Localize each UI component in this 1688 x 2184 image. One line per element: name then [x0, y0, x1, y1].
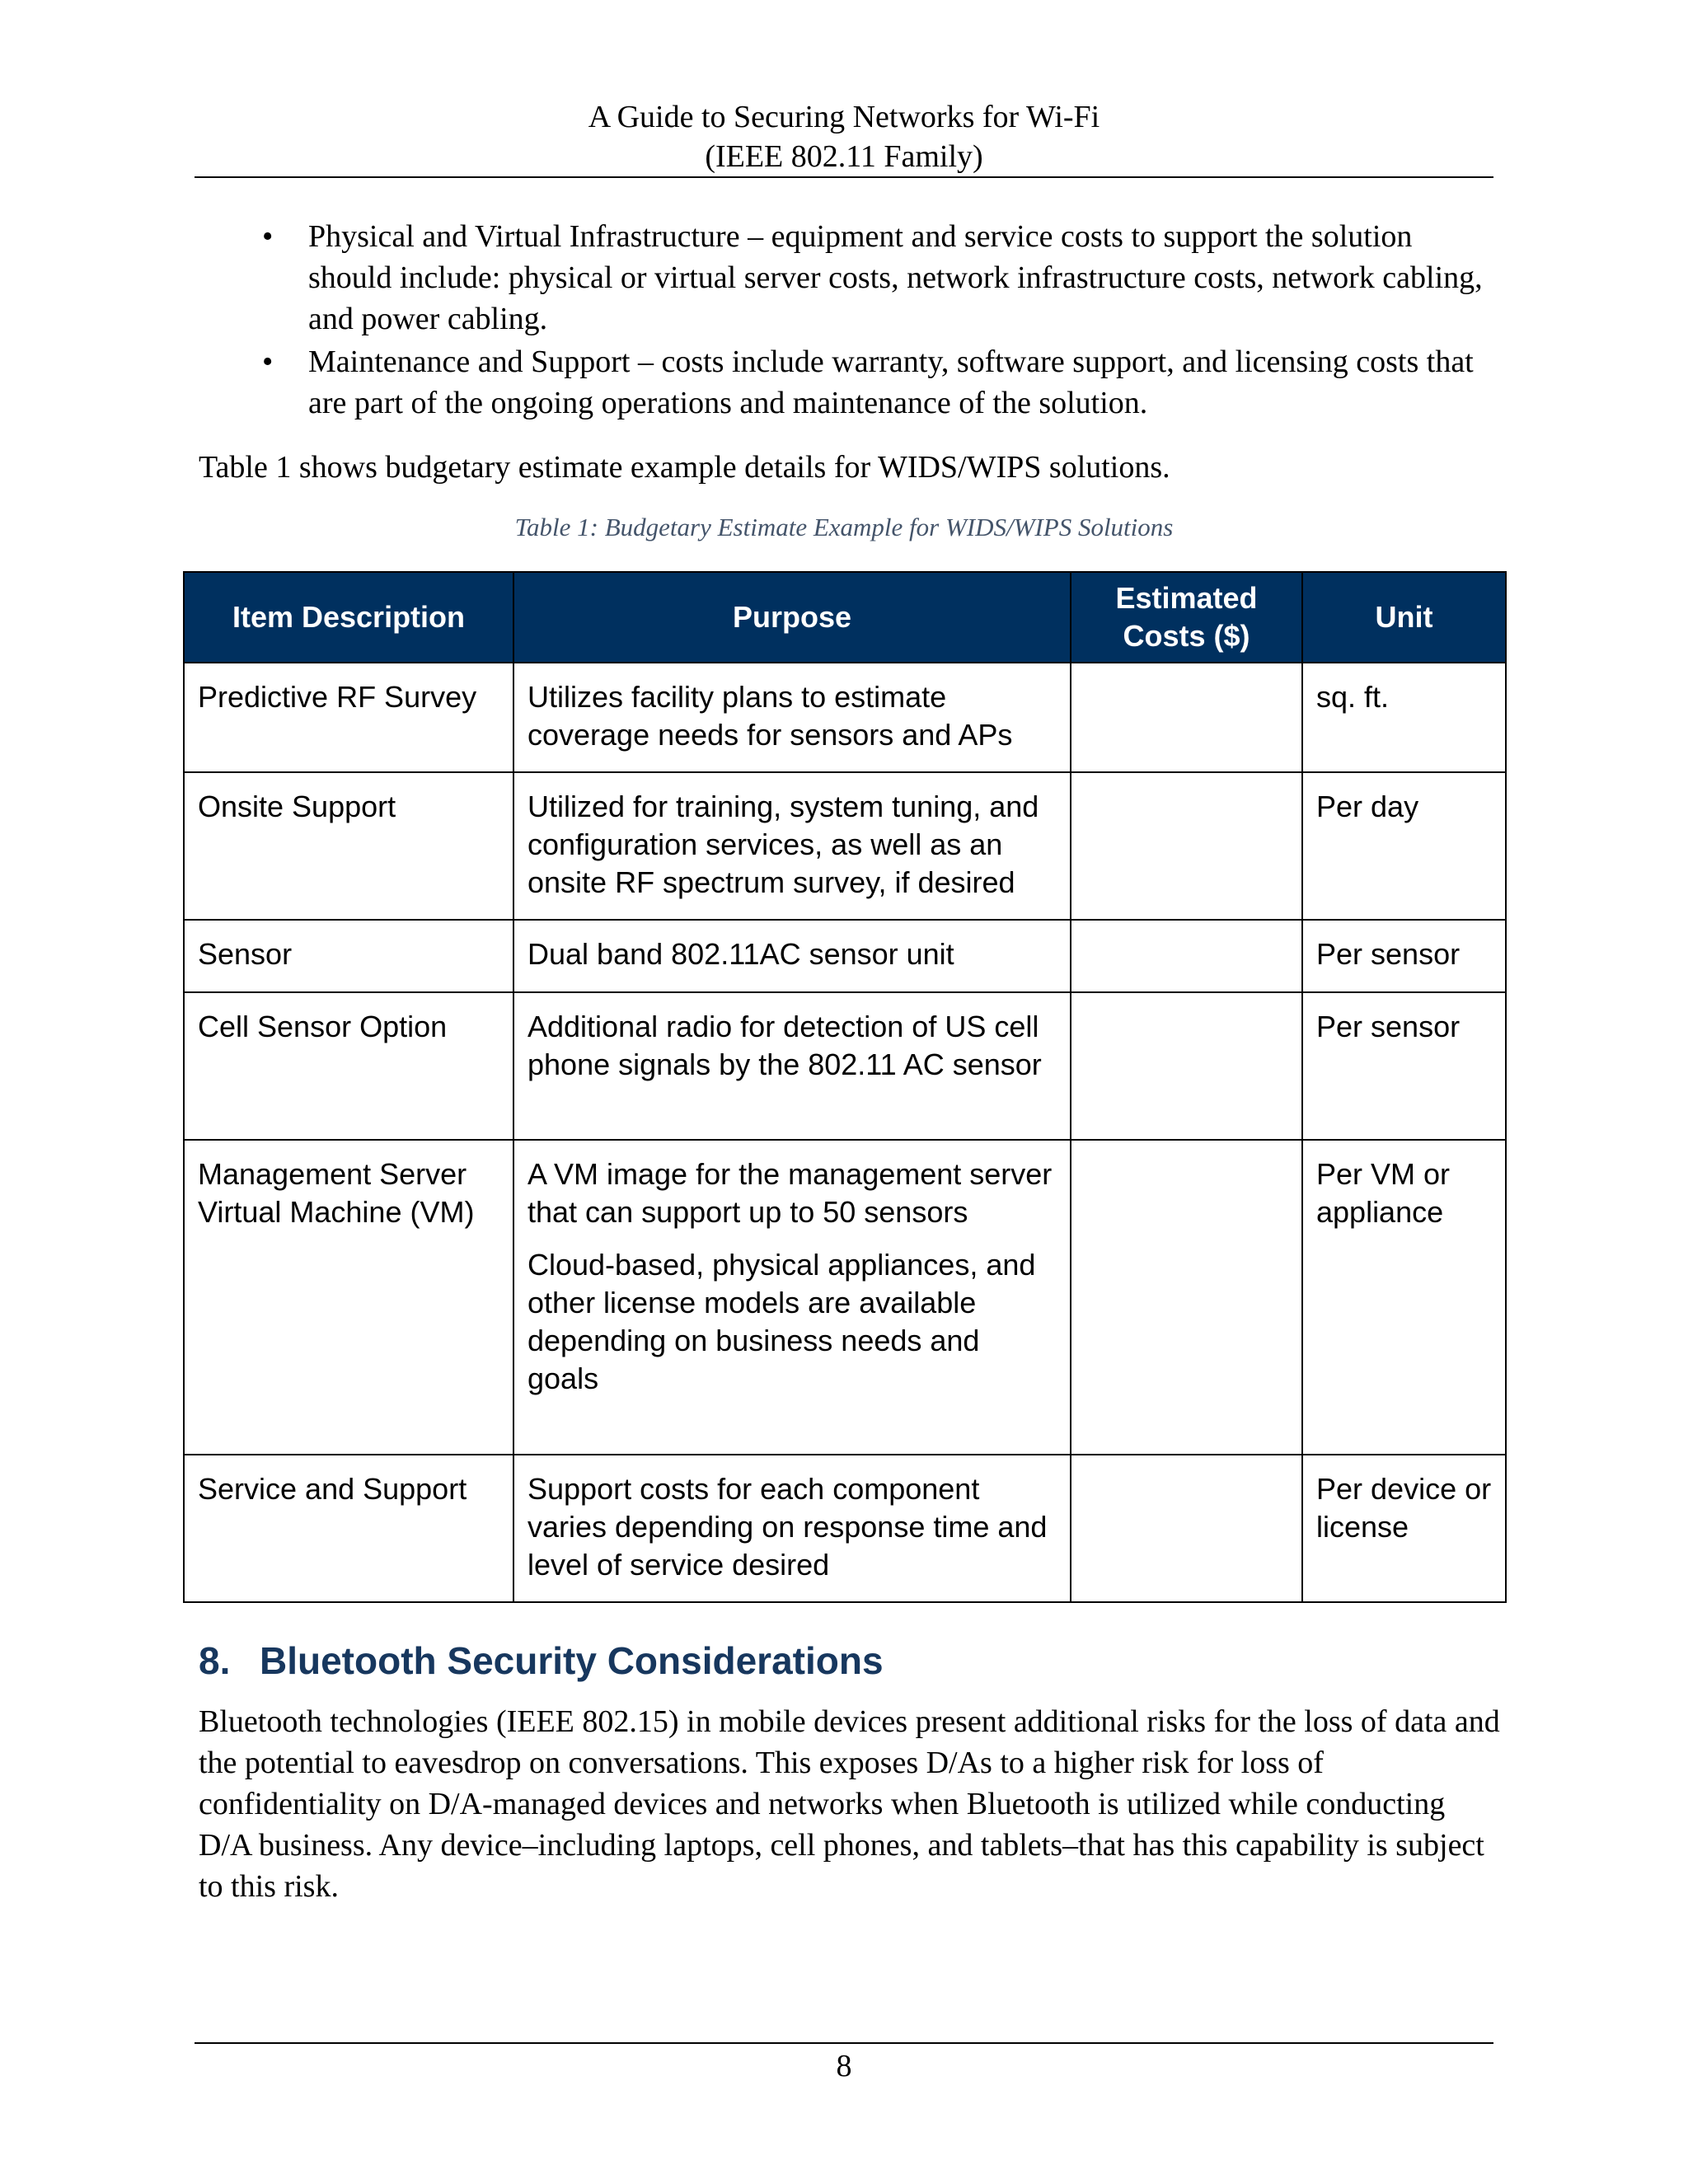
footer-divider	[195, 2042, 1493, 2044]
table-row	[184, 772, 1506, 920]
section-heading	[199, 1636, 1501, 1685]
bullet-item-maintenance	[256, 341, 1500, 424]
cell-unit: Per sensor	[1302, 920, 1506, 992]
header-divider	[195, 176, 1493, 178]
cell-unit: Per device or license	[1302, 1455, 1506, 1602]
cell-unit: Per VM or appliance	[1302, 1140, 1506, 1455]
section-body-paragraph: Bluetooth technologies (IEEE 802.15) in mobile devices present additional risks for the loss of data and the potential to eavesdrop on conversations. This exposes D/As to a higher risk for loss of confidentiality on D/A-managed devices and networks when Bluetooth is utilized while conducting D/A business. Any device–including laptops, cell phones, and tablets–that has this capability is subject to this risk.	[199, 1704, 1500, 1904]
table-row	[184, 1455, 1506, 1602]
column-header-cost: Estimated Costs ($)	[1071, 572, 1302, 663]
column-header-purpose: Purpose	[513, 572, 1071, 663]
cell-purpose: Dual band 802.11AC sensor unit	[513, 920, 1071, 992]
page-number: 8	[836, 2049, 852, 2083]
cell-item: Sensor	[184, 920, 513, 992]
table-row	[184, 663, 1506, 772]
cell-purpose	[513, 1140, 1071, 1455]
cell-item: Management Server Virtual Machine (VM)	[184, 1140, 513, 1455]
cell-unit: sq. ft.	[1302, 663, 1506, 772]
table-row	[184, 992, 1506, 1140]
cell-item: Predictive RF Survey	[184, 663, 513, 772]
column-header-unit: Unit	[1302, 572, 1506, 663]
cell-purpose: Additional radio for detection of US cell phone signals by the 802.11 AC sensor	[513, 992, 1071, 1140]
table-caption: Table 1: Budgetary Estimate Example for WIDS/WIPS Solutions	[514, 513, 1174, 541]
section-title: Bluetooth Security Considerations	[260, 1639, 884, 1682]
table-row	[184, 1140, 1506, 1455]
table-header-row	[184, 572, 1506, 663]
bullet-dot-icon: •	[262, 219, 274, 254]
cell-cost	[1071, 663, 1302, 772]
cell-purpose: Utilizes facility plans to estimate coverage needs for sensors and APs	[513, 663, 1071, 772]
table-intro-paragraph: Table 1 shows budgetary estimate example details for WIDS/WIPS solutions.	[199, 450, 1170, 485]
cost-bullet-list	[256, 216, 1500, 425]
cell-purpose: Support costs for each component varies depending on response time and level of service desired	[513, 1455, 1071, 1602]
column-header-item: Item Description	[184, 572, 513, 663]
header-title-line2: (IEEE 802.11 Family)	[705, 139, 983, 174]
cell-purpose: Utilized for training, system tuning, and configuration services, as well as an onsite RF spectrum survey, if desired	[513, 772, 1071, 920]
section-number: 8.	[199, 1639, 231, 1682]
bullet-item-infrastructure	[256, 216, 1500, 340]
cell-purpose-paragraph: A VM image for the management server that can support up to 50 sensors	[528, 1157, 1053, 1229]
cell-item: Service and Support	[184, 1455, 513, 1602]
cell-cost	[1071, 920, 1302, 992]
table-row	[184, 920, 1506, 992]
cell-cost	[1071, 1455, 1302, 1602]
bullet-text: Maintenance and Support – costs include warranty, software support, and licensing costs that are part of the ongoing operations and maintenance of the solution.	[308, 344, 1474, 420]
cell-item: Cell Sensor Option	[184, 992, 513, 1140]
bullet-dot-icon: •	[262, 344, 274, 379]
cell-purpose-paragraph: Cloud-based, physical appliances, and other license models are available depending on business needs and goals	[528, 1248, 1036, 1395]
budget-estimate-table	[183, 571, 1507, 1603]
cell-cost	[1071, 992, 1302, 1140]
cell-unit: Per day	[1302, 772, 1506, 920]
page-header	[195, 97, 1493, 176]
cell-unit: Per sensor	[1302, 992, 1506, 1140]
bullet-text: Physical and Virtual Infrastructure – equipment and service costs to support the solution should include: physical or virtual server costs, network infrastructure costs, network cabling, and power cabling.	[308, 219, 1483, 336]
cell-cost	[1071, 1140, 1302, 1455]
header-title-line1: A Guide to Securing Networks for Wi-Fi	[588, 100, 1100, 134]
cell-cost	[1071, 772, 1302, 920]
cell-item: Onsite Support	[184, 772, 513, 920]
